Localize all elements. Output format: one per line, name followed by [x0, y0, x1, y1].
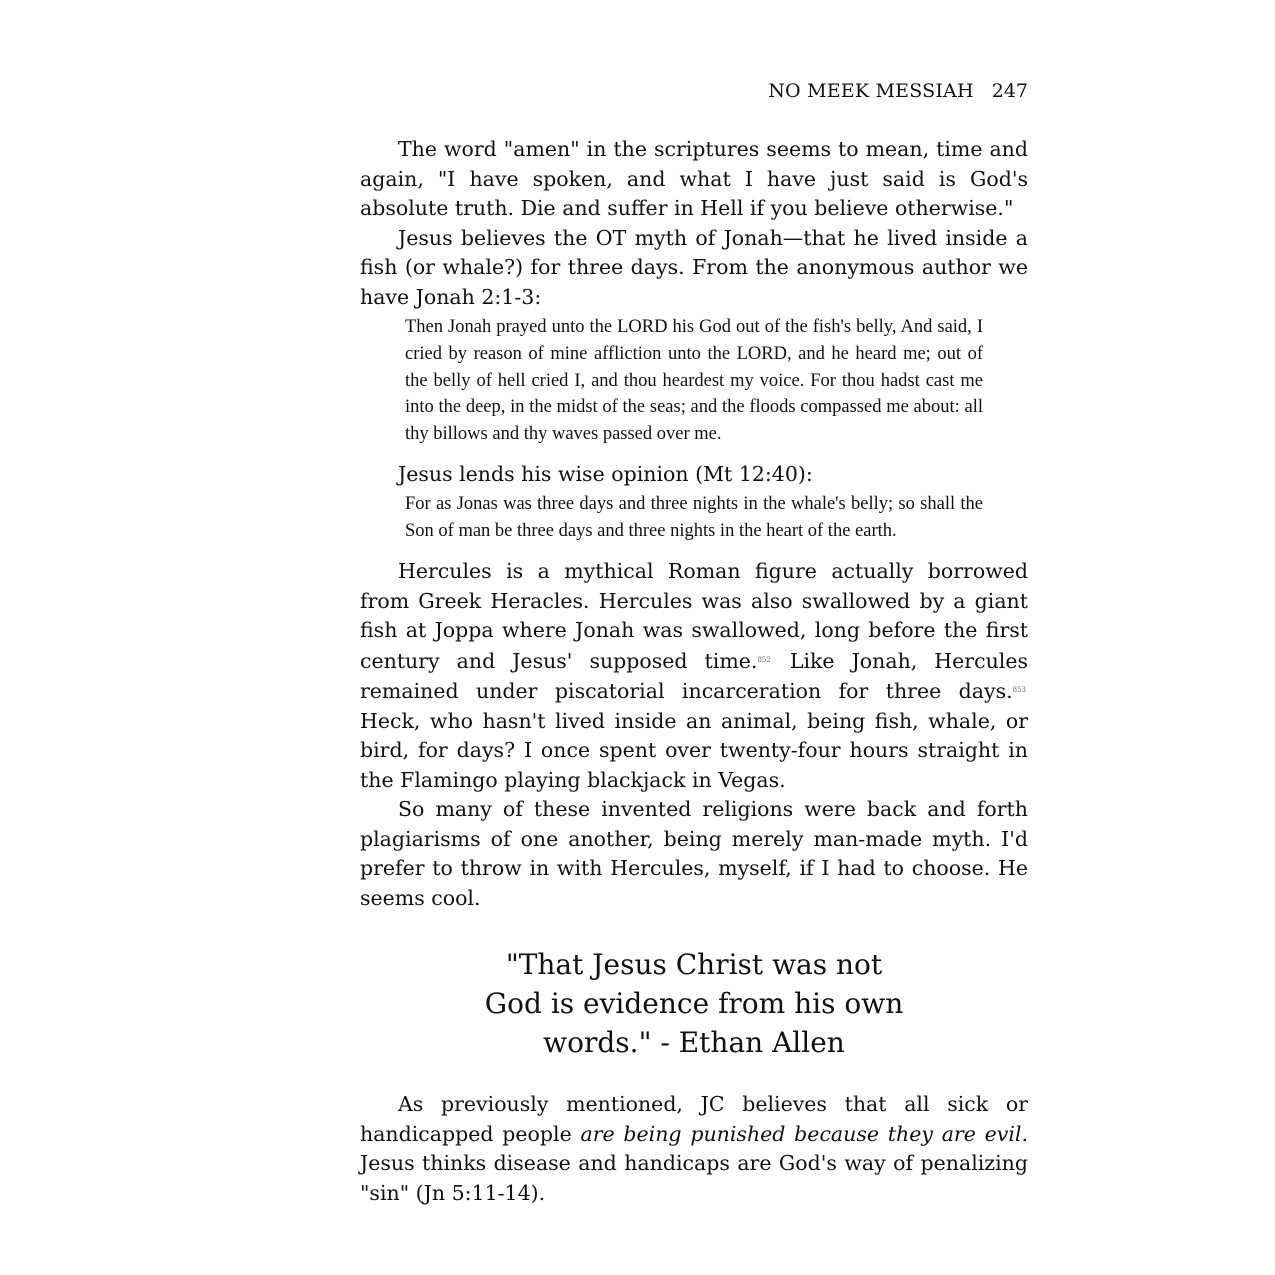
paragraph-jonah-intro: Jesus believes the OT myth of Jonah—that he lived inside a fish (or whale?) for three days. From the anonymous author we have Jonah 2:1-3:: [360, 225, 1028, 309]
running-head-title: NO MEEK MESSIAH: [768, 80, 974, 102]
paragraph-handicapped-part2: Jesus thinks disease and handicaps are God's way of penalizing "sin" (Jn 5:11-14).: [360, 1151, 1028, 1205]
page-body: [360, 135, 1028, 1208]
paragraph-hercules-part1: Hercules is a mythical Roman figure actually borrowed from Greek Heracles. Hercules was also swallowed by a giant fish at Joppa where Jonah was swallowed, long before the first century and Jesus' supposed time.: [360, 559, 1028, 673]
footnote-marker[interactable]: 853: [1012, 686, 1026, 695]
page-number: 247: [991, 80, 1028, 102]
running-head: [360, 78, 1028, 104]
paragraph-amen: The word "amen" in the scriptures seems to mean, time and again, "I have spoken, and what I have just said is God's absolute truth. Die and suffer in Hell if you believe otherwise.": [360, 137, 1028, 220]
paragraph-hercules-part3: Heck, who hasn't lived inside an animal, being fish, whale, or bird, for days? I once spent over twenty-four hours straight in the Flamingo playing blackjack in Vegas.: [360, 708, 1028, 792]
paragraph-handicapped-part1: As previously mentioned, JC believes that all sick or handicapped people: [360, 1092, 1028, 1146]
paragraph-matthew-intro: Jesus lends his wise opinion (Mt 12:40):: [398, 461, 813, 486]
paragraph-handicapped: [360, 1090, 1028, 1208]
paragraph-hercules-part2: Like Jonah, Hercules remained under piscatorial incarceration for three days.: [360, 648, 1028, 704]
paragraph-hercules: [360, 557, 1028, 795]
footnote-marker[interactable]: 852: [757, 655, 771, 664]
paragraph-plagiarisms: So many of these invented religions were back and forth plagiarisms of one another, being merely man-made myth. I'd prefer to throw in with Hercules, myself, if I had to choose. He seems cool.: [360, 797, 1028, 910]
pull-quote: "That Jesus Christ was not God is evidence from his own words." - Ethan Allen: [484, 948, 904, 1060]
block-quote-jonah: Then Jonah prayed unto the LORD his God out of the fish's belly, And said, I cried by reason of mine affliction unto the LORD, and he heard me; out of the belly of hell cried I, and thou heardest my voice. For thou hadst cast me into the deep, in the midst of the seas; and the floods compassed me about: all thy billows and thy waves passed over me.: [405, 317, 983, 445]
block-quote-matthew: For as Jonas was three days and three nights in the whale's belly; so shall the Son of man be three days and three nights in the heart of the earth.: [405, 494, 983, 542]
paragraph-handicapped-italic: are being punished because they are evil.: [580, 1121, 1028, 1146]
